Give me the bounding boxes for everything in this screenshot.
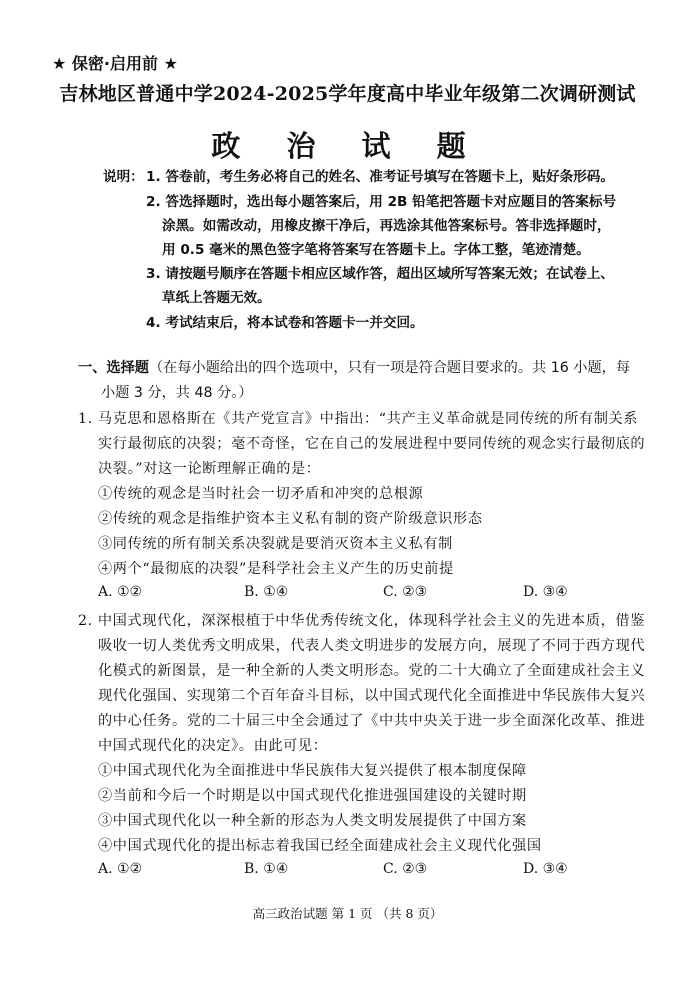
question-stem-line: 2. 中国式现代化，深深根植于中华优秀传统文化，体现科学社会主义的先进本质，借鉴	[78, 613, 645, 629]
instruction-line: 草纸上答题无效。	[162, 290, 271, 306]
section-heading: 一、选择题	[78, 360, 149, 376]
option-a: A. ①②	[98, 584, 143, 600]
statement-item: ③中国式现代化以一种全新的形态为人类文明发展提供了中国方案	[98, 813, 527, 829]
option-a: A. ①②	[98, 861, 143, 877]
statement-item: ②当前和今后一个时期是以中国式现代化推进强国建设的关键时期	[98, 788, 527, 804]
instruction-line: 用 0.5 毫米的黑色签字笔将答案写在答题卡上。字体工整，笔迹清楚。	[162, 242, 590, 258]
exam-title: 吉林地区普通中学2024-2025学年度高中毕业年级第二次调研测试	[59, 83, 636, 105]
question-stem-line: 吸收一切人类优秀文明成果，代表人类文明进步的发展方向，展现了不同于西方现代	[98, 638, 646, 654]
instruction-line: 2. 答选择题时，选出每小题答案后，用 2B 铅笔把答题卡对应题目的答案标号	[146, 194, 617, 210]
instructions-label: 说明：	[103, 169, 144, 185]
instruction-line: 3. 请按题号顺序在答题卡相应区域作答，超出区域所写答案无效；在试卷上、	[146, 266, 614, 282]
instruction-line: 涂黑。如需改动，用橡皮擦干净后，再选涂其他答案标号。答非选择题时，	[162, 218, 611, 234]
question-stem-line: 现代化强国、实现第二个百年奋斗目标，以中国式现代化全面推进中华民族伟大复兴	[98, 688, 646, 704]
statement-item: ④中国式现代化的提出标志着我国已经全面建成社会主义现代化强国	[98, 838, 542, 854]
question-stem-line: 决裂。”对这一论断理解正确的是：	[98, 461, 321, 477]
question-stem-line: 实行最彻底的决裂；毫不奇怪，它在自己的发展进程中要同传统的观念实行最彻底的	[98, 436, 646, 452]
question-stem-line: 中国式现代化的决定》。由此可见：	[98, 738, 328, 754]
option-d: D. ③④	[523, 584, 568, 600]
statement-item: ④两个“最彻底的决裂”是科学社会主义产生的历史前提	[98, 561, 454, 577]
section-description: （在每小题给出的四个选项中，只有一项是符合题目要求的。共 16 小题，每	[148, 360, 631, 376]
statement-item: ②传统的观念是指维护资本主义私有制的资产阶级意识形态	[98, 511, 483, 527]
question-stem-line: 化模式的新图景，是一种全新的人类文明形态。党的二十大确立了全面建成社会主义	[98, 663, 646, 679]
option-b: B. ①④	[244, 584, 289, 600]
statement-item: ①传统的观念是当时社会一切矛盾和冲突的总根源	[98, 486, 424, 502]
section-description-cont: 小题 3 分，共 48 分。）	[101, 385, 253, 401]
subject-title: 政 治 试 题	[211, 129, 484, 163]
instruction-line: 4. 考试结束后，将本试卷和答题卡一并交回。	[146, 315, 424, 331]
page-footer: 高三政治试题 第 1 页 （共 8 页）	[252, 906, 443, 921]
confidential-mark: ★ 保密·启用前 ★	[52, 54, 178, 73]
statement-item: ③同传统的所有制关系决裂就是要消灭资本主义私有制	[98, 536, 453, 552]
instruction-line: 1. 答卷前，考生务必将自己的姓名、准考证号填写在答题卡上，贴好条形码。	[146, 169, 614, 185]
option-d: D. ③④	[523, 861, 568, 877]
option-b: B. ①④	[244, 861, 289, 877]
option-c: C. ②③	[383, 861, 428, 877]
question-stem-line: 的中心任务。党的二十届三中全会通过了《中共中央关于进一步全面深化改革、推进	[98, 713, 646, 729]
option-c: C. ②③	[383, 584, 428, 600]
statement-item: ①中国式现代化为全面推进中华民族伟大复兴提供了根本制度保障	[98, 763, 527, 779]
question-stem-line: 1. 马克思和恩格斯在《共产党宣言》中指出：“共产主义革命就是同传统的所有制关系	[78, 411, 639, 427]
